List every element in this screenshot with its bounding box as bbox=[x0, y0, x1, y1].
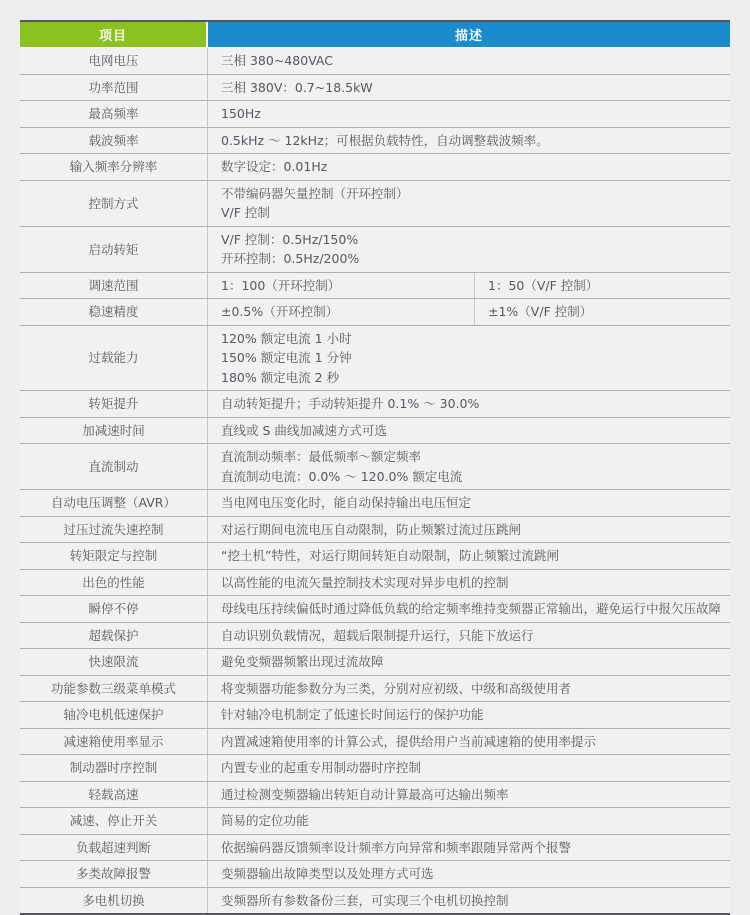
item-label: 过载能力 bbox=[20, 326, 208, 391]
description-cell bbox=[208, 570, 730, 596]
spec-table bbox=[20, 20, 730, 915]
description-cells bbox=[208, 649, 730, 675]
description-cell bbox=[208, 181, 730, 226]
description-line: 以高性能的电流矢量控制技术实现对异步电机的控制 bbox=[221, 574, 509, 590]
description-cell bbox=[475, 273, 730, 299]
description-cell bbox=[208, 48, 730, 74]
description-cells bbox=[208, 154, 730, 180]
description-cell bbox=[208, 861, 730, 887]
description-line: 通过检测变频器输出转矩自动计算最高可达输出频率 bbox=[221, 786, 509, 802]
description-line: V/F 控制：0.5Hz/150% bbox=[221, 231, 359, 247]
description-cells bbox=[208, 888, 730, 914]
description-cell bbox=[208, 755, 730, 781]
item-label: 启动转矩 bbox=[20, 227, 208, 272]
table-row bbox=[20, 227, 730, 273]
table-row bbox=[20, 154, 730, 181]
description-cell bbox=[208, 729, 730, 755]
description-cells bbox=[208, 543, 730, 569]
description-line: 简易的定位功能 bbox=[221, 813, 309, 828]
table-row bbox=[20, 273, 730, 300]
description-line: 三相 380V：0.7~18.5kW bbox=[221, 79, 373, 95]
description-cells bbox=[208, 391, 730, 417]
item-label: 转矩限定与控制 bbox=[20, 543, 208, 569]
description-cells bbox=[208, 702, 730, 728]
table-row bbox=[20, 729, 730, 756]
table-body bbox=[20, 48, 730, 913]
table-row bbox=[20, 391, 730, 418]
table-row bbox=[20, 75, 730, 102]
description-line: 针对轴冷电机制定了低速长时间运行的保护功能 bbox=[221, 707, 484, 722]
item-label: 调速范围 bbox=[20, 273, 208, 299]
description-cell bbox=[208, 676, 730, 702]
table-row bbox=[20, 128, 730, 155]
item-label: 输入频率分辨率 bbox=[20, 154, 208, 180]
description-cells bbox=[208, 755, 730, 781]
description-line: 三相 380~480VAC bbox=[221, 53, 333, 68]
item-label: 轻载高速 bbox=[20, 782, 208, 808]
description-line: 150% 额定电流 1 分钟 bbox=[221, 350, 352, 365]
description-cell bbox=[208, 75, 730, 101]
table-row bbox=[20, 808, 730, 835]
table-row bbox=[20, 517, 730, 544]
description-cells bbox=[208, 570, 730, 596]
item-label: 转矩提升 bbox=[20, 391, 208, 417]
table-row bbox=[20, 181, 730, 227]
item-label: 瞬停不停 bbox=[20, 596, 208, 622]
description-cell bbox=[208, 391, 730, 417]
description-cells bbox=[208, 444, 730, 489]
description-cell bbox=[208, 418, 730, 444]
description-cells bbox=[208, 729, 730, 755]
item-label: 电网电压 bbox=[20, 48, 208, 74]
item-label: 快速限流 bbox=[20, 649, 208, 675]
description-cell bbox=[208, 782, 730, 808]
description-line: 不带编码器矢量控制（开环控制） bbox=[221, 185, 409, 201]
table-row bbox=[20, 543, 730, 570]
description-line: V/F 控制 bbox=[221, 205, 270, 220]
description-cell bbox=[475, 299, 730, 325]
description-cells bbox=[208, 48, 730, 74]
description-cells bbox=[208, 517, 730, 543]
item-label: 功能参数三级菜单模式 bbox=[20, 676, 208, 702]
table-row bbox=[20, 623, 730, 650]
table-row bbox=[20, 490, 730, 517]
description-cell bbox=[208, 808, 730, 834]
description-line: ±0.5%（开环控制） bbox=[221, 304, 339, 319]
description-line: 变频器输出故障类型以及处理方式可选 bbox=[221, 866, 434, 881]
description-cells bbox=[208, 181, 730, 226]
item-label: 轴冷电机低速保护 bbox=[20, 702, 208, 728]
description-line: 当电网电压变化时，能自动保持输出电压恒定 bbox=[221, 495, 472, 510]
description-line: 对运行期间电流电压自动限制，防止频繁过流过压跳闸 bbox=[221, 521, 522, 537]
item-label: 过压过流失速控制 bbox=[20, 517, 208, 543]
description-line: 避免变频器频繁出现过流故障 bbox=[221, 654, 384, 669]
description-cell bbox=[208, 273, 475, 299]
description-line: 将变频器功能参数分为三类，分别对应初级、中级和高级使用者 bbox=[221, 680, 572, 696]
column-header-description: 描述 bbox=[208, 22, 730, 47]
description-line: 直流制动频率：最低频率～额定频率 bbox=[221, 449, 422, 464]
description-cell bbox=[208, 702, 730, 728]
description-cell bbox=[208, 835, 730, 861]
description-line: 直流制动电流：0.0% ～ 120.0% 额定电流 bbox=[221, 468, 463, 484]
description-line: 1：50（V/F 控制） bbox=[488, 277, 599, 293]
description-cells bbox=[208, 101, 730, 127]
description-cells bbox=[208, 782, 730, 808]
item-label: 多电机切换 bbox=[20, 888, 208, 914]
table-row bbox=[20, 676, 730, 703]
description-line: 数字设定：0.01Hz bbox=[221, 159, 328, 174]
description-cell bbox=[208, 888, 730, 914]
description-cell bbox=[208, 326, 730, 391]
description-line: 0.5kHz ～ 12kHz；可根据负载特性，自动调整载波频率。 bbox=[221, 132, 549, 148]
description-cells bbox=[208, 418, 730, 444]
item-label: 稳速精度 bbox=[20, 299, 208, 325]
item-label: 多类故障报警 bbox=[20, 861, 208, 887]
description-line: 依据编码器反馈频率设计频率方向异常和频率跟随异常两个报警 bbox=[221, 839, 572, 855]
description-line: ±1%（V/F 控制） bbox=[488, 304, 593, 319]
item-label: 载波频率 bbox=[20, 128, 208, 154]
description-line: 变频器所有参数备份三套，可实现三个电机切换控制 bbox=[221, 892, 509, 908]
table-row bbox=[20, 702, 730, 729]
description-cell bbox=[208, 596, 730, 622]
description-cell bbox=[208, 444, 730, 489]
table-row bbox=[20, 299, 730, 326]
description-cell bbox=[208, 517, 730, 543]
description-line: 150Hz bbox=[221, 106, 261, 121]
description-cell bbox=[208, 299, 475, 325]
description-cell bbox=[208, 623, 730, 649]
item-label: 最高频率 bbox=[20, 101, 208, 127]
item-label: 制动器时序控制 bbox=[20, 755, 208, 781]
description-line: 1：100（开环控制） bbox=[221, 277, 341, 293]
description-line: 自动识别负载情况，超载后限制提升运行，只能下放运行 bbox=[221, 627, 534, 643]
description-cell bbox=[208, 543, 730, 569]
description-line: 母线电压持续偏低时通过降低负载的给定频率维持变频器正常输出，避免运行中报欠压故障 bbox=[221, 601, 722, 616]
table-row bbox=[20, 418, 730, 445]
table-row bbox=[20, 326, 730, 392]
table-row bbox=[20, 48, 730, 75]
table-row bbox=[20, 596, 730, 623]
description-cell bbox=[208, 101, 730, 127]
item-label: 出色的性能 bbox=[20, 570, 208, 596]
description-cells bbox=[208, 490, 730, 516]
description-line: 内置减速箱使用率的计算公式，提供给用户当前减速箱的使用率提示 bbox=[221, 733, 597, 749]
description-line: 自动转矩提升；手动转矩提升 0.1% ～ 30.0% bbox=[221, 396, 480, 411]
description-cell bbox=[208, 227, 730, 272]
description-line: 内置专业的起重专用制动器时序控制 bbox=[221, 760, 422, 775]
table-row bbox=[20, 888, 730, 914]
table-row bbox=[20, 570, 730, 597]
description-cells bbox=[208, 299, 730, 325]
description-cells bbox=[208, 861, 730, 887]
table-row bbox=[20, 649, 730, 676]
item-label: 负载超速判断 bbox=[20, 835, 208, 861]
description-cell bbox=[208, 128, 730, 154]
description-cells bbox=[208, 128, 730, 154]
table-row bbox=[20, 782, 730, 809]
description-cells bbox=[208, 273, 730, 299]
table-row bbox=[20, 755, 730, 782]
table-row bbox=[20, 835, 730, 862]
item-label: 减速、停止开关 bbox=[20, 808, 208, 834]
description-cell bbox=[208, 154, 730, 180]
table-header-row bbox=[20, 22, 730, 48]
description-cells bbox=[208, 808, 730, 834]
description-cells bbox=[208, 227, 730, 272]
item-label: 加减速时间 bbox=[20, 418, 208, 444]
item-label: 自动电压调整（AVR） bbox=[20, 490, 208, 516]
description-line: 开环控制：0.5Hz/200% bbox=[221, 251, 360, 266]
description-cells bbox=[208, 75, 730, 101]
description-cell bbox=[208, 490, 730, 516]
table-row bbox=[20, 101, 730, 128]
description-line: “挖土机”特性，对运行期间转矩自动限制，防止频繁过流跳闸 bbox=[221, 548, 559, 563]
description-line: 直线或 S 曲线加减速方式可选 bbox=[221, 422, 387, 438]
description-cells bbox=[208, 326, 730, 391]
item-label: 减速箱使用率显示 bbox=[20, 729, 208, 755]
description-line: 120% 额定电流 1 小时 bbox=[221, 330, 352, 346]
description-line: 180% 额定电流 2 秒 bbox=[221, 369, 340, 385]
description-cell bbox=[208, 649, 730, 675]
table-row bbox=[20, 861, 730, 888]
description-cells bbox=[208, 623, 730, 649]
item-label: 控制方式 bbox=[20, 181, 208, 226]
description-cells bbox=[208, 596, 730, 622]
item-label: 功率范围 bbox=[20, 75, 208, 101]
item-label: 直流制动 bbox=[20, 444, 208, 489]
table-row bbox=[20, 444, 730, 490]
description-cells bbox=[208, 676, 730, 702]
item-label: 超载保护 bbox=[20, 623, 208, 649]
description-cells bbox=[208, 835, 730, 861]
column-header-item: 项目 bbox=[20, 22, 208, 47]
